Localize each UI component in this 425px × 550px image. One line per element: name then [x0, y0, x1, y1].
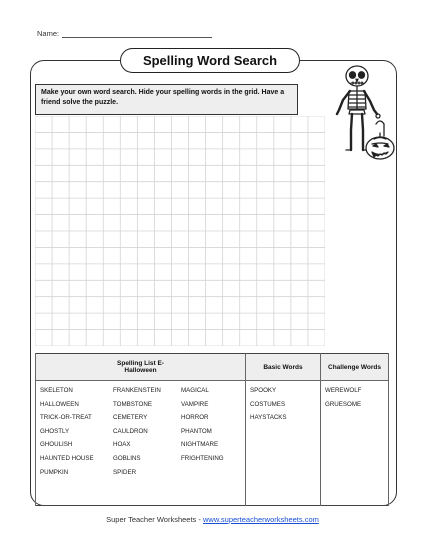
word-item: SPOOKY [250, 387, 277, 394]
word-item: PHANTOM [181, 427, 212, 435]
challenge-words-list [321, 381, 388, 411]
word-item: HAYSTACKS [250, 414, 287, 422]
header-spelling-list [36, 354, 246, 381]
word-item: GHOSTLY [40, 427, 70, 435]
word-item: GOBLINS [113, 454, 141, 462]
basic-words-list [246, 381, 320, 425]
footer [0, 515, 425, 524]
word-item: COSTUMES [250, 400, 286, 408]
word-item: FRIGHTENING [181, 454, 224, 462]
word-item: SKELETON [40, 387, 73, 394]
header-challenge-words: Challenge Words [321, 354, 389, 381]
word-item: HORROR [181, 414, 209, 422]
word-item: GHOULISH [40, 441, 73, 449]
instructions-box: Make your own word search. Hide your spelling words in the grid. Have a friend solve the puzzle. [35, 84, 298, 115]
skeleton-with-pumpkin-icon [328, 64, 396, 166]
word-list-table [35, 353, 389, 506]
challenge-words-cell [321, 381, 389, 506]
name-field [37, 29, 212, 38]
footer-link[interactable]: www.superteacherworksheets.com [202, 515, 319, 524]
name-label: Name: [37, 29, 60, 38]
spelling-column-1 [36, 381, 109, 479]
word-item: HOAX [113, 441, 131, 449]
word-item: VAMPIRE [181, 400, 209, 408]
spelling-column-3 [177, 381, 226, 479]
basic-words-cell [246, 381, 321, 506]
word-item: PUMPKIN [40, 468, 69, 476]
word-search-grid [35, 116, 325, 346]
worksheet-title: Spelling Word Search [120, 48, 300, 73]
header-basic-words: Basic Words [246, 354, 321, 381]
word-item: FRANKENSTEIN [113, 387, 161, 394]
word-item: WEREWOLF [325, 387, 362, 394]
footer-text: Super Teacher Worksheets - [106, 515, 203, 524]
word-item: NIGHTMARE [181, 441, 219, 449]
word-item: CAULDRON [113, 427, 148, 435]
name-line [62, 29, 212, 38]
word-item: HAUNTED HOUSE [40, 454, 94, 462]
word-item: MAGICAL [181, 387, 209, 394]
word-item: TOMBSTONE [113, 400, 152, 408]
word-item: CEMETERY [113, 414, 148, 422]
spelling-column-2 [109, 381, 177, 479]
word-item: GRUESOME [325, 400, 362, 408]
word-item: HALLOWEEN [40, 400, 79, 408]
word-item: SPIDER [113, 468, 137, 476]
spelling-list-cell [36, 381, 246, 506]
header-spelling-list-text: Spelling List E- Halloween [117, 360, 164, 374]
word-item: TRICK-OR-TREAT [40, 414, 92, 422]
